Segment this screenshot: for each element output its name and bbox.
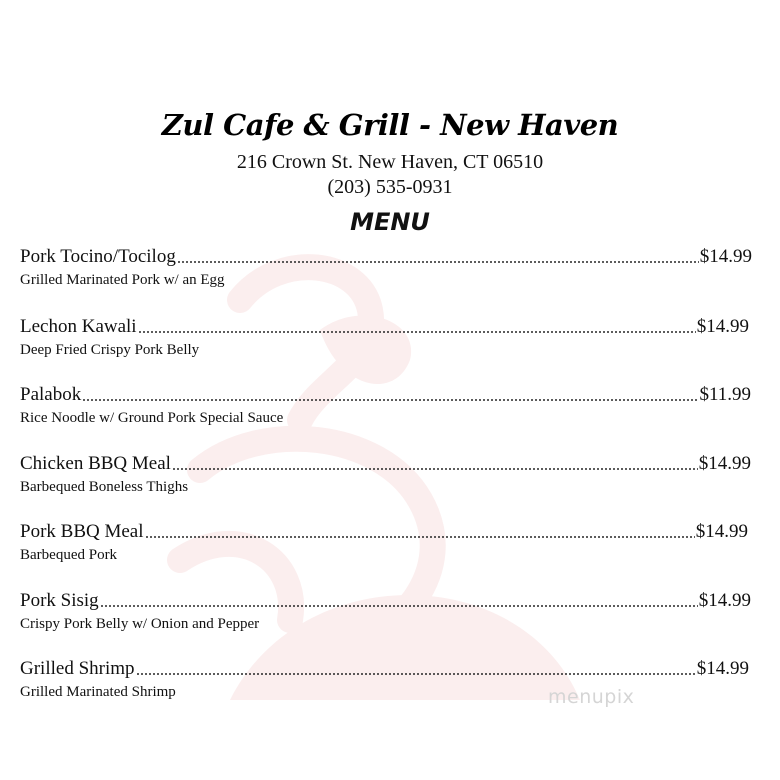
- dot-leader: [177, 261, 699, 263]
- item-name: Grilled Shrimp: [20, 658, 135, 679]
- item-name: Chicken BBQ Meal: [20, 453, 171, 474]
- dot-leader: [82, 399, 698, 401]
- menu-item: [20, 658, 749, 701]
- dot-leader: [145, 536, 695, 538]
- menu-item: [20, 590, 751, 633]
- item-name: Palabok: [20, 384, 82, 405]
- menu-item: [20, 453, 751, 496]
- item-price: $14.99: [698, 453, 751, 474]
- menu-item: [20, 246, 752, 289]
- menu-item: [20, 384, 751, 427]
- item-name: Pork Tocino/Tocilog: [20, 246, 176, 267]
- menupix-watermark: menupix: [548, 686, 635, 708]
- item-description: Grilled Marinated Shrimp: [20, 684, 176, 700]
- menu-item: [20, 316, 749, 359]
- menu-item: [20, 521, 748, 564]
- dot-leader: [138, 331, 696, 333]
- item-name: Pork Sisig: [20, 590, 99, 611]
- item-name: Pork BBQ Meal: [20, 521, 144, 542]
- menu-heading: MENU: [350, 208, 430, 236]
- item-price: $14.99: [698, 590, 751, 611]
- item-description: Grilled Marinated Pork w/ an Egg: [20, 272, 225, 288]
- item-description: Deep Fried Crispy Pork Belly: [20, 342, 200, 358]
- item-description: Barbequed Pork: [20, 547, 118, 563]
- item-description: Rice Noodle w/ Ground Pork Special Sauce: [20, 410, 284, 426]
- item-description: Crispy Pork Belly w/ Onion and Pepper: [20, 616, 260, 632]
- restaurant-address: 216 Crown St. New Haven, CT 06510: [236, 151, 544, 173]
- dot-leader: [100, 605, 698, 607]
- restaurant-phone: (203) 535-0931: [327, 176, 453, 198]
- item-name: Lechon Kawali: [20, 316, 137, 337]
- item-price: $14.99: [699, 246, 752, 267]
- item-description: Barbequed Boneless Thighs: [20, 479, 189, 495]
- item-price: $14.99: [696, 316, 749, 337]
- dot-leader: [136, 673, 696, 675]
- dot-leader: [172, 468, 698, 470]
- item-price: $11.99: [699, 384, 751, 405]
- item-price: $14.99: [696, 658, 749, 679]
- item-price: $14.99: [695, 521, 748, 542]
- restaurant-name: Zul Cafe & Grill - New Haven: [161, 108, 619, 142]
